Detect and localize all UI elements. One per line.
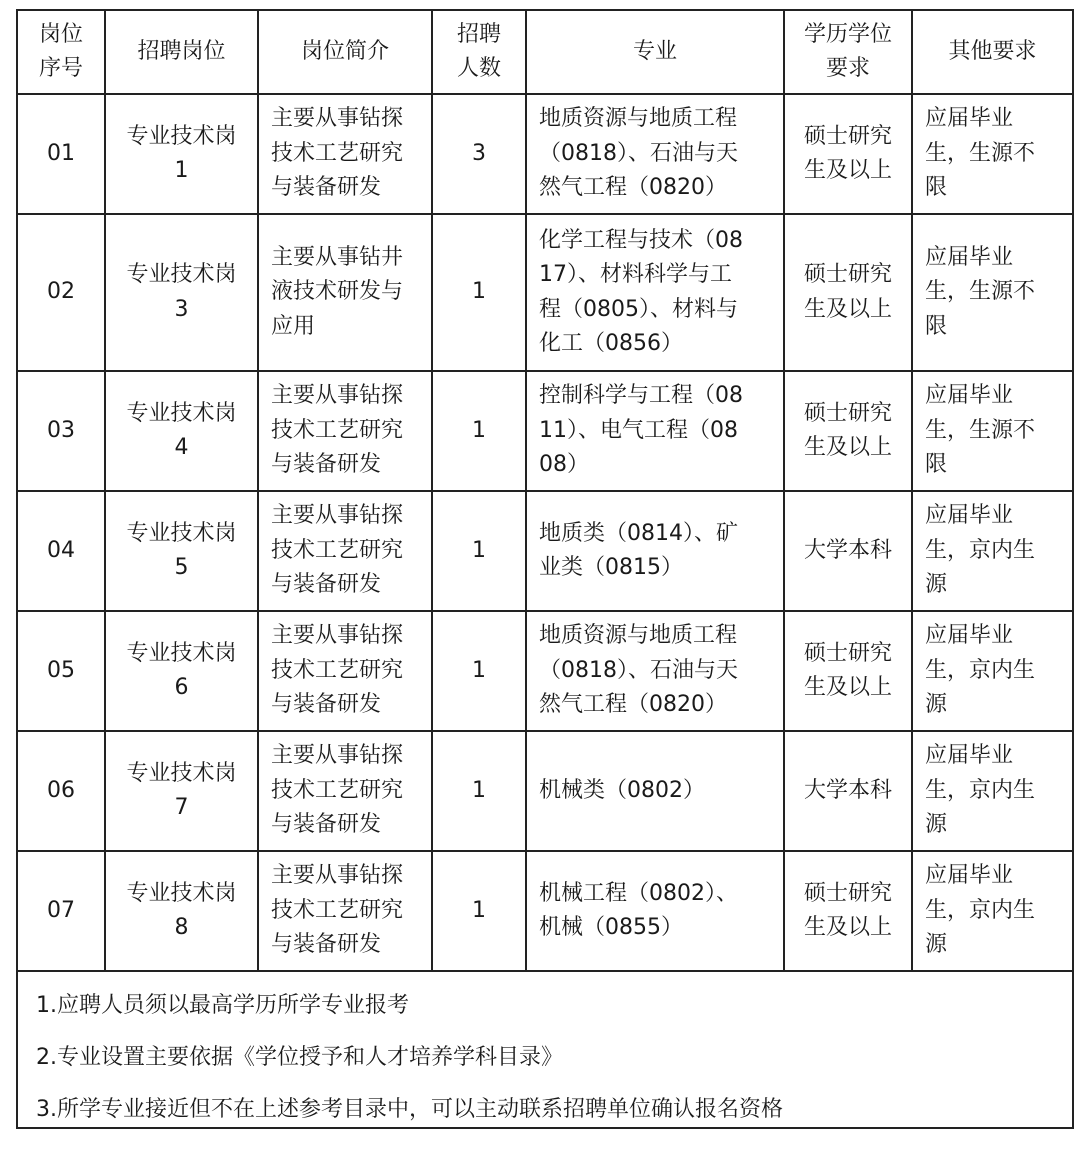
header-other-requirements: 其他要求 [912,10,1073,94]
cell-major: 机械类（0802） [526,731,784,851]
cell-post-intro: 主要从事钻探 技术工艺研究 与装备研发 [258,491,432,611]
cell-degree: 硕士研究 生及以上 [784,851,912,971]
note-item: 1.应聘人员须以最高学历所学专业报考 [36,993,409,1018]
table-row [17,214,1073,371]
cell-post-number: 06 [17,731,105,851]
cell-post-name: 专业技术岗 7 [105,731,258,851]
cell-post-intro: 主要从事钻探 技术工艺研究 与装备研发 [258,851,432,971]
table-row [17,731,1073,851]
header-post-intro: 岗位简介 [258,10,432,94]
cell-post-name: 专业技术岗 1 [105,94,258,214]
cell-degree: 大学本科 [784,491,912,611]
cell-degree: 硕士研究 生及以上 [784,371,912,491]
cell-headcount: 1 [432,611,526,731]
table-row [17,94,1073,214]
cell-headcount: 1 [432,491,526,611]
cell-other-requirements: 应届毕业 生，京内生 源 [912,731,1073,851]
cell-post-number: 03 [17,371,105,491]
table-row [17,611,1073,731]
cell-post-name: 专业技术岗 4 [105,371,258,491]
cell-post-number: 01 [17,94,105,214]
cell-degree: 硕士研究 生及以上 [784,611,912,731]
notes-row [17,971,1073,1128]
cell-degree: 硕士研究 生及以上 [784,214,912,371]
cell-headcount: 3 [432,94,526,214]
cell-major: 地质资源与地质工程 （0818）、石油与天 然气工程（0820） [526,611,784,731]
cell-degree: 大学本科 [784,731,912,851]
cell-major: 化学工程与技术（08 17）、材料科学与工 程（0805）、材料与 化工（0856） [526,214,784,371]
header-major: 专业 [526,10,784,94]
cell-post-number: 04 [17,491,105,611]
header-post-name: 招聘岗位 [105,10,258,94]
cell-other-requirements: 应届毕业 生，京内生 源 [912,611,1073,731]
cell-post-name: 专业技术岗 8 [105,851,258,971]
cell-post-number: 05 [17,611,105,731]
cell-post-intro: 主要从事钻井 液技术研发与 应用 [258,214,432,371]
recruitment-table-sheet [16,9,1072,1155]
table-row [17,371,1073,491]
cell-post-name: 专业技术岗 3 [105,214,258,371]
cell-post-name: 专业技术岗 5 [105,491,258,611]
cell-post-name: 专业技术岗 6 [105,611,258,731]
header-degree: 学历学位 要求 [784,10,912,94]
cell-post-number: 02 [17,214,105,371]
notes-cell [17,971,1073,1128]
note-item: 3.所学专业接近但不在上述参考目录中，可以主动联系招聘单位确认报名资格 [36,1097,783,1122]
cell-other-requirements: 应届毕业 生，生源不 限 [912,94,1073,214]
table-row [17,851,1073,971]
cell-headcount: 1 [432,731,526,851]
recruitment-table [16,9,1074,1129]
header-post-number: 岗位 序号 [17,10,105,94]
cell-major: 地质类（0814）、矿 业类（0815） [526,491,784,611]
cell-other-requirements: 应届毕业 生，京内生 源 [912,851,1073,971]
cell-post-intro: 主要从事钻探 技术工艺研究 与装备研发 [258,94,432,214]
header-row [17,10,1073,94]
header-headcount: 招聘 人数 [432,10,526,94]
cell-headcount: 1 [432,371,526,491]
cell-major: 控制科学与工程（08 11）、电气工程（08 08） [526,371,784,491]
cell-major: 地质资源与地质工程 （0818）、石油与天 然气工程（0820） [526,94,784,214]
cell-headcount: 1 [432,851,526,971]
cell-major: 机械工程（0802）、 机械（0855） [526,851,784,971]
cell-other-requirements: 应届毕业 生，生源不 限 [912,371,1073,491]
cell-post-intro: 主要从事钻探 技术工艺研究 与装备研发 [258,731,432,851]
cell-degree: 硕士研究 生及以上 [784,94,912,214]
cell-headcount: 1 [432,214,526,371]
cell-post-intro: 主要从事钻探 技术工艺研究 与装备研发 [258,371,432,491]
cell-post-number: 07 [17,851,105,971]
cell-other-requirements: 应届毕业 生，生源不 限 [912,214,1073,371]
cell-post-intro: 主要从事钻探 技术工艺研究 与装备研发 [258,611,432,731]
cell-other-requirements: 应届毕业 生，京内生 源 [912,491,1073,611]
note-item: 2.专业设置主要依据《学位授予和人才培养学科目录》 [36,1045,563,1070]
table-row [17,491,1073,611]
